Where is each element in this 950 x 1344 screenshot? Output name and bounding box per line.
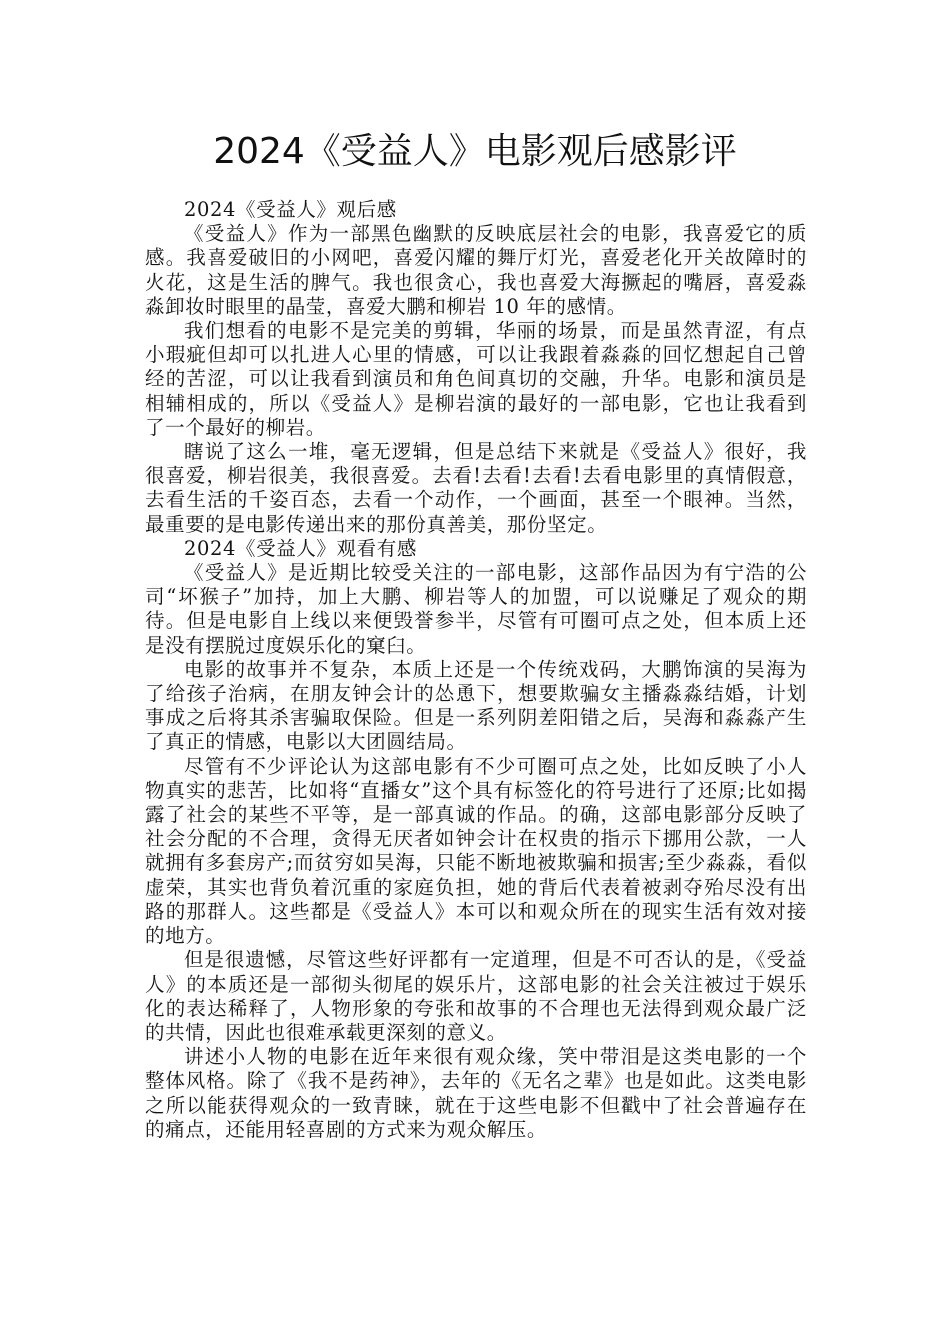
- paragraph: 《受益人》作为一部黑色幽默的反映底层社会的电影，我喜爱它的质感。我喜爱破旧的小网吧，喜爱闪耀的舞厅灯光，喜爱老化开关故障时的火花，这是生活的脾气。我也很贪心，我也喜爱大海撅起的嘴唇，喜爱淼淼卸妆时眼里的晶莹，喜爱大鹏和柳岩 10 年的感情。: [145, 222, 807, 318]
- paragraph: 瞎说了这么一堆，毫无逻辑，但是总结下来就是《受益人》很好，我很喜爱，柳岩很美，我很喜爱。去看!去看!去看!去看电影里的真情假意，去看生活的千姿百态，去看一个动作，一个画面，甚至一个眼神。当然，最重要的是电影传递出来的那份真善美，那份坚定。: [145, 440, 807, 536]
- paragraph: 但是很遗憾，尽管这些好评都有一定道理，但是不可否认的是，《受益人》的本质还是一部彻头彻尾的娱乐片，这部电影的社会关注被过于娱乐化的表达稀释了，人物形象的夸张和故事的不合理也无法得到观众最广泛的共情，因此也很难承载更深刻的意义。: [145, 948, 807, 1044]
- paragraph: 电影的故事并不复杂，本质上还是一个传统戏码，大鹏饰演的吴海为了给孩子治病，在朋友钟会计的怂恿下，想要欺骗女主播淼淼结婚，计划事成之后将其杀害骗取保险。但是一系列阴差阳错之后，吴海和淼淼产生了真正的情感，电影以大团圆结局。: [145, 657, 807, 754]
- section-heading-1: 2024《受益人》观后感: [184, 198, 397, 221]
- document-title: 2024《受益人》电影观后感影评: [213, 131, 737, 172]
- paragraph: 《受益人》是近期比较受关注的一部电影，这部作品因为有宁浩的公司“坏猴子”加持，加上大鹏、柳岩等人的加盟，可以说赚足了观众的期待。但是电影自上线以来便毁誉参半，尽管有可圈可点之处，但本质上还是没有摆脱过度娱乐化的窠臼。: [145, 561, 807, 657]
- paragraph: 讲述小人物的电影在近年来很有观众缘，笑中带泪是这类电影的一个整体风格。除了《我不是药神》，去年的《无名之辈》也是如此。这类电影之所以能获得观众的一致青睐，就在于这些电影不但戳中了社会普遍存在的痛点，还能用轻喜剧的方式来为观众解压。: [145, 1045, 807, 1141]
- document-body: [145, 198, 807, 1142]
- section-heading-2: 2024《受益人》观看有感: [184, 536, 417, 560]
- paragraph: 尽管有不少评论认为这部电影有不少可圈可点之处，比如反映了小人物真实的悲苦，比如将“直播女”这个具有标签化的符号进行了还原;比如揭露了社会的某些不平等，是一部真诚的作品。的确，这部电影部分反映了社会分配的不合理，贪得无厌者如钟会计在权贵的指示下挪用公款，一人就拥有多套房产;而贫穷如吴海，只能不断地被欺骗和损害;至少淼淼，看似虚荣，其实也背负着沉重的家庭负担，她的背后代表着被剥夺殆尽没有出路的那群人。这些都是《受益人》本可以和观众所在的现实生活有效对接的地方。: [145, 754, 807, 948]
- paragraph: 我们想看的电影不是完美的剪辑，华丽的场景，而是虽然青涩，有点小瑕疵但却可以扎进人心里的情感，可以让我跟着淼淼的回忆想起自己曾经的苦涩，可以让我看到演员和角色间真切的交融，升华。电影和演员是相辅相成的，所以《受益人》是柳岩演的最好的一部电影，它也让我看到了一个最好的柳岩。: [145, 319, 807, 439]
